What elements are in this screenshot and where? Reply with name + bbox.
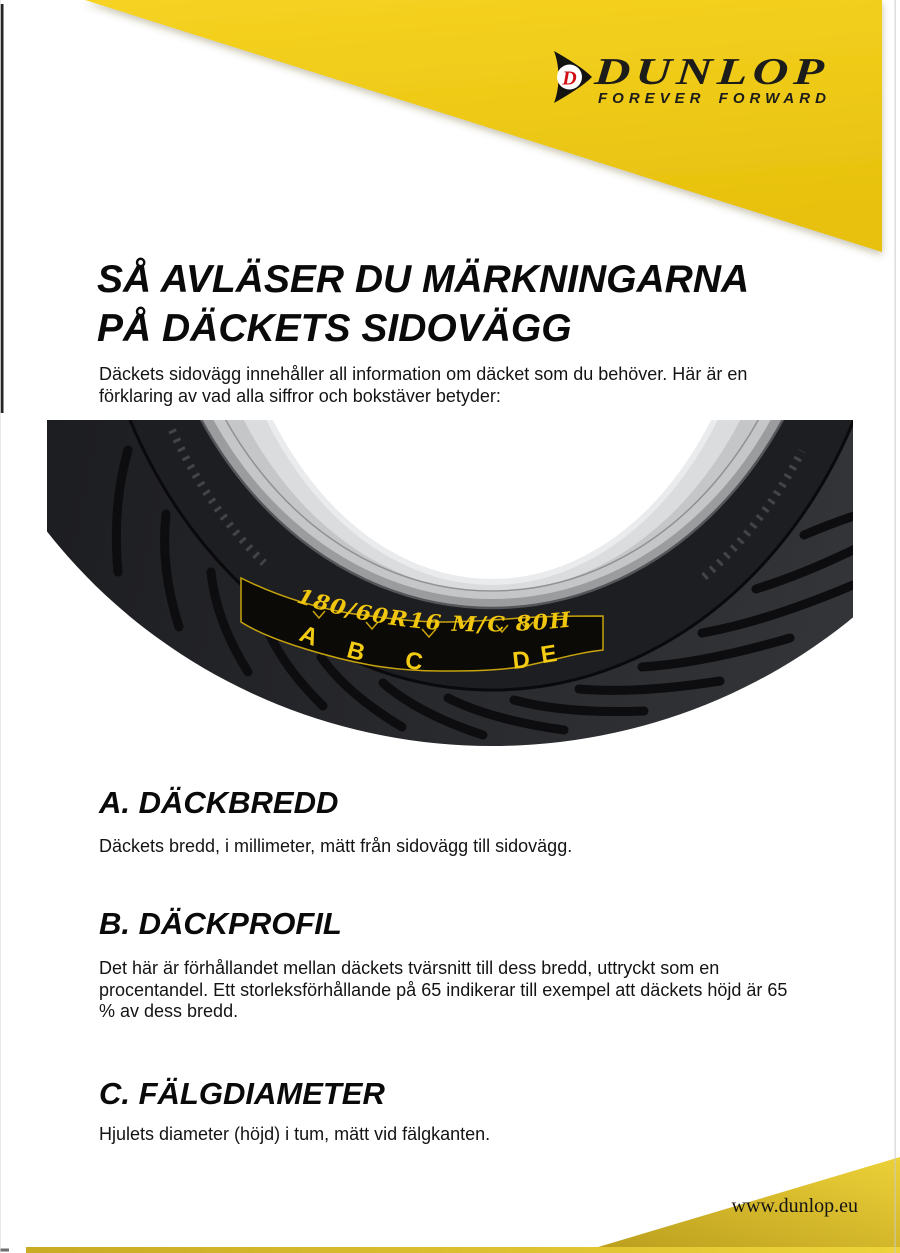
intro-paragraph <box>99 364 747 407</box>
bottom-corner-mark <box>0 1249 9 1252</box>
section-b-body <box>99 958 787 1023</box>
section-a-body-line-1: Däckets bredd, i millimeter, mätt från sidovägg till sidovägg. <box>99 836 573 856</box>
brand-wordmark: DUNLOP <box>593 51 831 93</box>
section-c-heading: C. FÄLGDIAMETER <box>99 1076 385 1111</box>
section-a-body <box>99 836 572 858</box>
tire-marking-text: 180/60R16 M/C 80H <box>294 583 572 637</box>
dunlop-logo <box>552 49 852 109</box>
brand-tagline: FOREVER FORWARD <box>598 90 831 107</box>
page-right-border <box>895 0 896 1253</box>
page-left-border <box>0 0 1 1253</box>
top-banner <box>85 0 882 252</box>
intro-line-1: Däckets sidovägg innehåller all information om däcket som du behöver. Här är en <box>99 364 748 384</box>
tire-label-c: C <box>403 646 425 677</box>
title-line-1: SÅ AVLÄSER DU MÄRKNINGARNA <box>97 258 750 301</box>
section-a-heading: A. DÄCKBREDD <box>99 785 339 820</box>
tire-label-b: B <box>344 636 368 668</box>
section-b-body-line-3: % av dess bredd. <box>99 1001 239 1021</box>
section-b-heading: B. DÄCKPROFIL <box>99 906 342 941</box>
title-line-2: PÅ DÄCKETS SIDOVÄGG <box>97 307 572 350</box>
tire-photo <box>47 420 853 747</box>
footer-website-link[interactable]: www.dunlop.eu <box>731 1195 858 1217</box>
page-title <box>97 255 749 353</box>
section-b-body-line-2: procentandel. Ett storleksförhållande på 65 indikerar till exempel att däckets höjd är 65 <box>99 979 788 1000</box>
tire-label-d: D <box>511 646 532 675</box>
tire-label-a: A <box>295 620 322 652</box>
intro-line-2: förklaring av vad alla siffror och bokstäver betyder: <box>99 385 501 406</box>
dunlop-d-icon <box>552 49 596 107</box>
section-b-body-line-1: Det här är förhållandet mellan däckets tvärsnitt till dess bredd, uttryckt som en <box>99 958 720 978</box>
section-c-body <box>99 1124 490 1146</box>
tire-label-e: E <box>538 640 559 670</box>
bottom-strip <box>26 1247 900 1253</box>
d-icon-letter: D <box>562 67 577 90</box>
section-c-body-line-1: Hjulets diameter (höjd) i tum, mätt vid fälgkanten. <box>99 1124 491 1144</box>
